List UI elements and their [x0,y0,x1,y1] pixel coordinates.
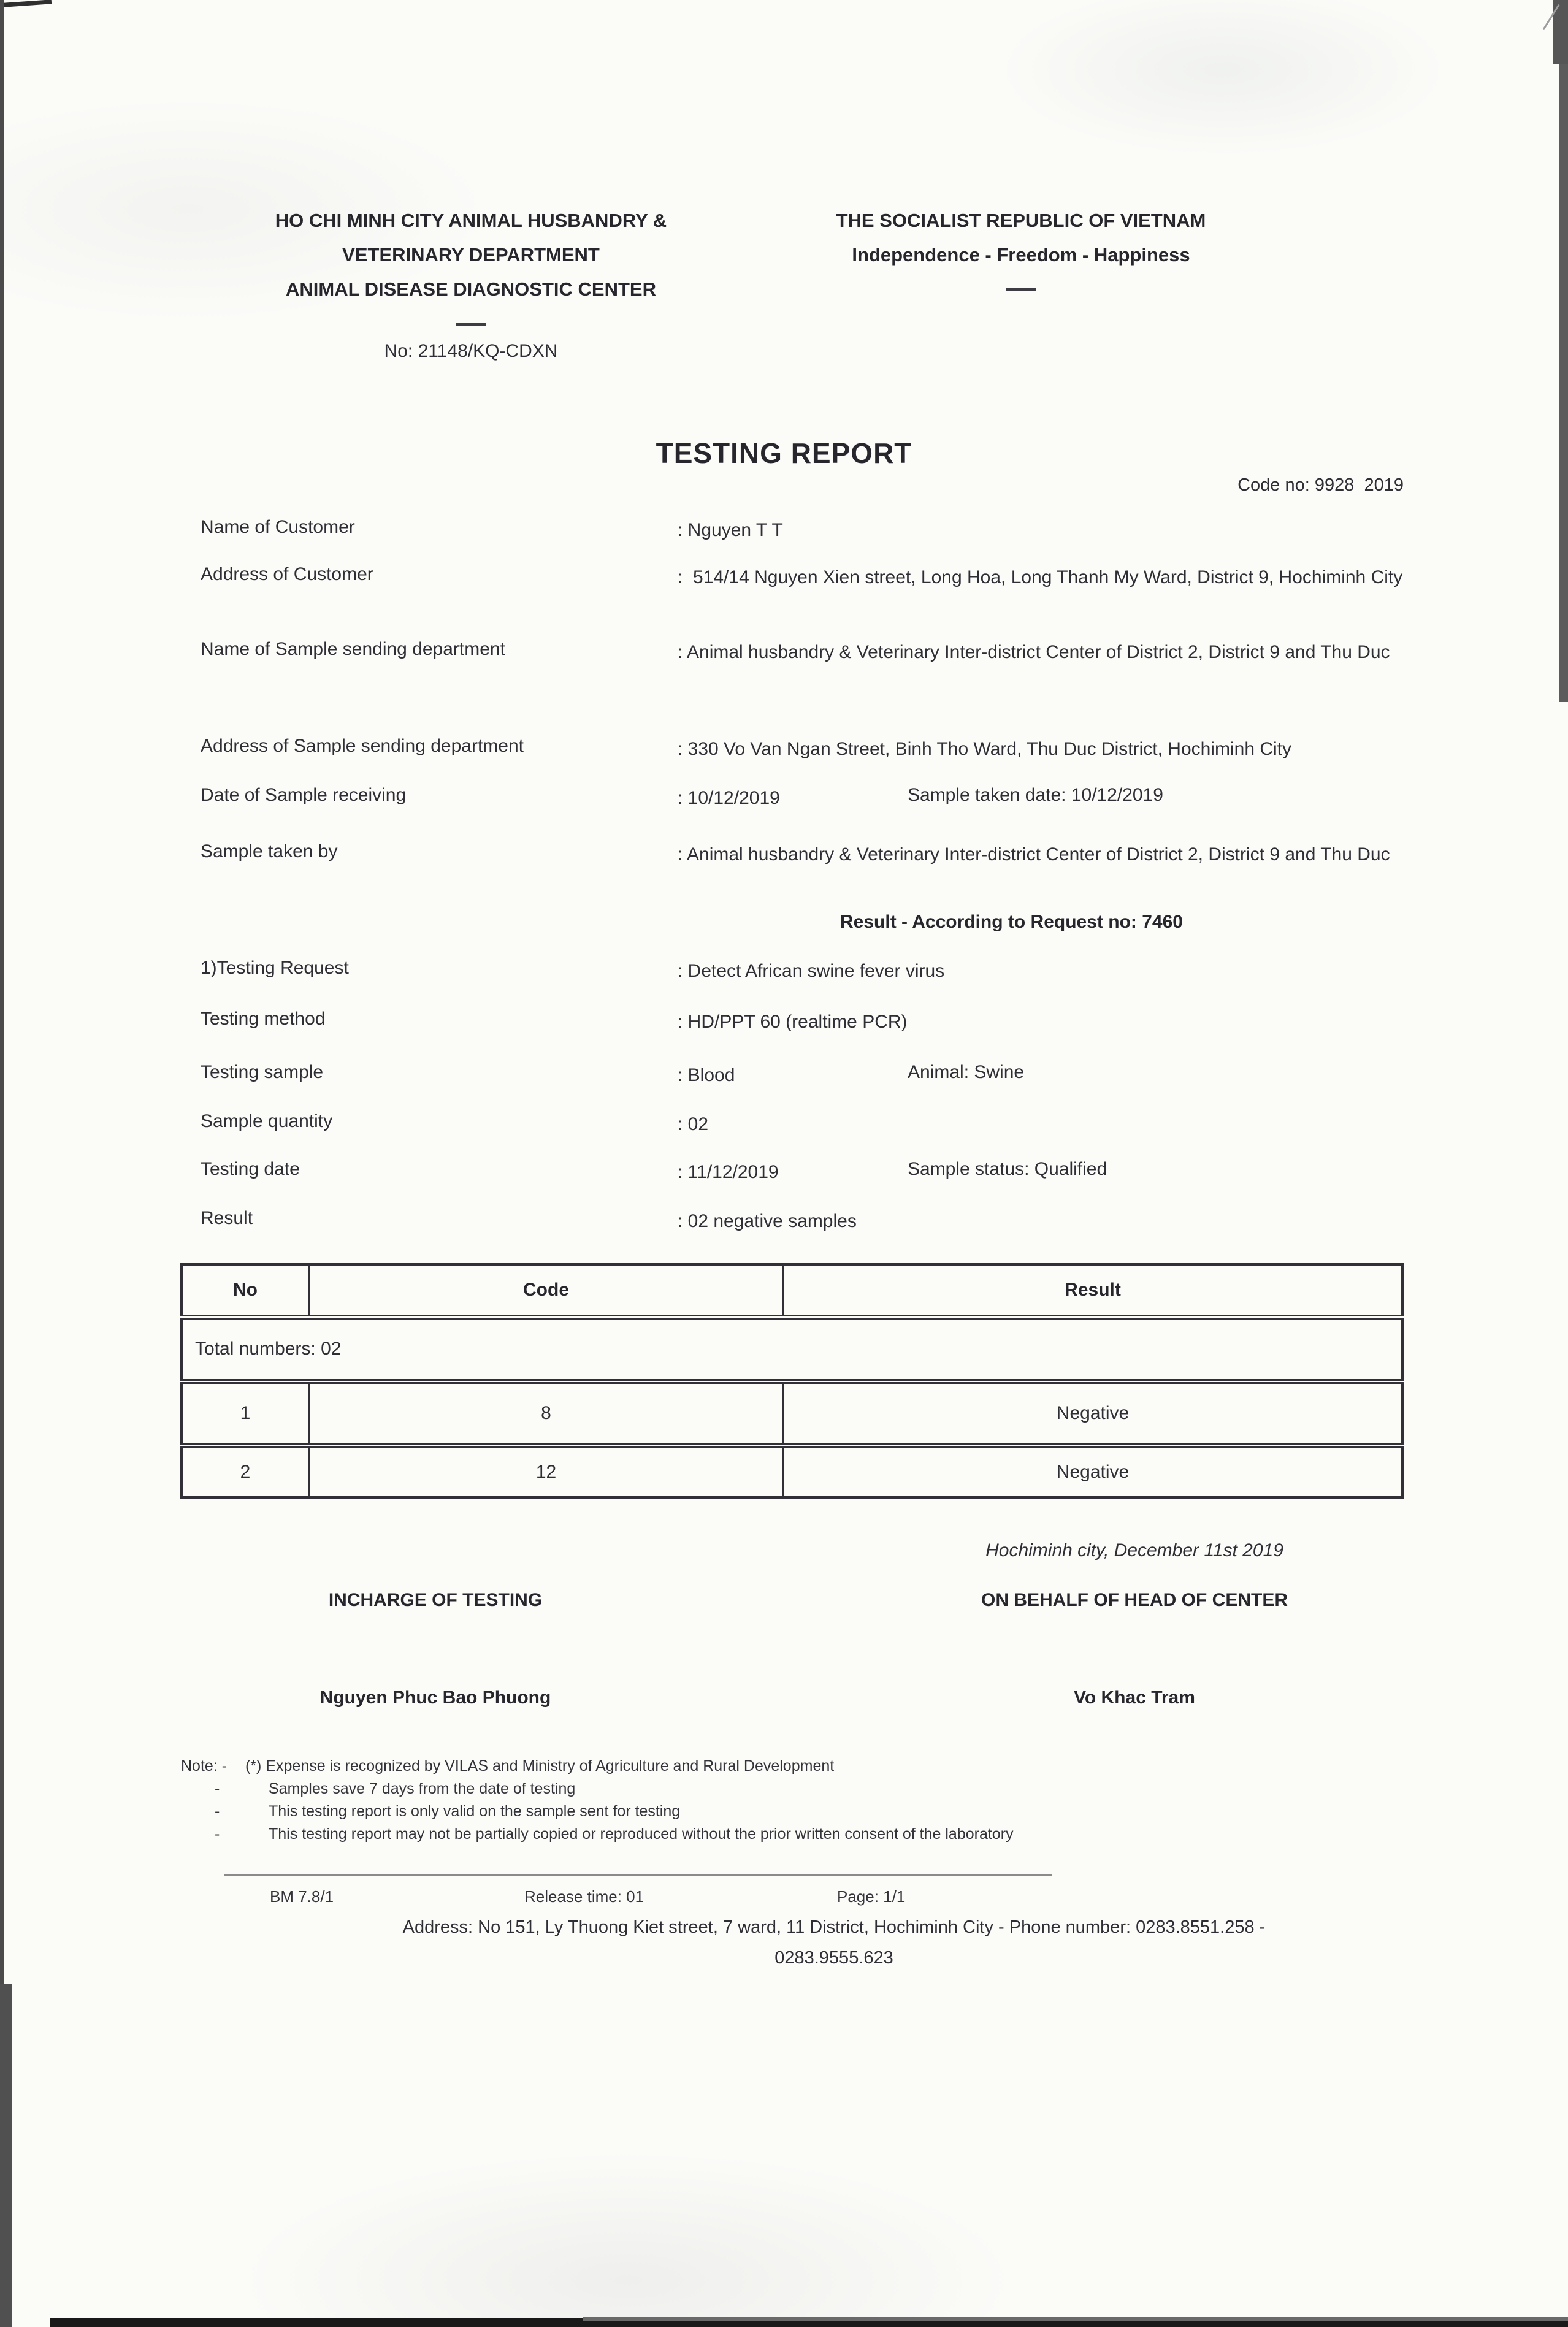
field-label-testing-date: Testing date [201,1159,300,1179]
field-label-sample-taken-by: Sample taken by [201,841,338,862]
field-value-receiving-date: : 10/12/2019 [678,788,780,808]
footer-form-code: BM 7.8/1 [270,1887,334,1906]
org-line-2: VETERINARY DEPARTMENT [342,244,600,266]
footer-address [258,1912,1410,1973]
header-national-motto [779,204,1263,300]
field-value-testing-method: : HD/PPT 60 (realtime PCR) [678,1012,908,1032]
scan-edge-left-bottom [0,1984,12,2327]
field-value-sample-quantity: : 02 [678,1114,709,1134]
header-organization [250,204,692,369]
note-text: This testing report is only valid on the sample sent for testing [269,1803,681,1820]
scan-bottom-bar-gray [583,2317,1568,2321]
field-label-result: Result [201,1208,253,1228]
header-rule-left [456,323,486,326]
table-header-result: Result [784,1265,1403,1317]
field-label-customer-address: Address of Customer [201,564,373,584]
signature-title-head-of-center: ON BEHALF OF HEAD OF CENTER [981,1590,1288,1610]
footer-page-number: Page: 1/1 [837,1887,906,1906]
signature-title-incharge: INCHARGE OF TESTING [328,1590,543,1610]
page-title: TESTING REPORT [656,437,912,469]
field-extra-sample-status: Sample status: Qualified [908,1159,1107,1179]
note-bullet: - [215,1825,220,1843]
signature-name-right: Vo Khac Tram [1074,1687,1195,1708]
nation-line-2: Independence - Freedom - Happiness [852,244,1190,266]
field-value-customer-address: : 514/14 Nguyen Xien street, Long Hoa, Long Thanh My Ward, District 9, Hochiminh City [678,567,1403,587]
code-number: Code no: 9928 2019 [1237,475,1404,495]
scan-corner-mark-top-left [4,0,52,7]
note-line [181,1823,1285,1846]
result-section-heading: Result - According to Request no: 7460 [840,912,1183,932]
field-extra-animal: Animal: Swine [908,1062,1025,1082]
results-table [180,1263,1404,1499]
org-line-3: ANIMAL DISEASE DIAGNOSTIC CENTER [286,278,656,300]
table-total-row [182,1317,1403,1381]
field-label-receiving-date: Date of Sample receiving [201,785,407,805]
signature-date-line: Hochiminh city, December 11st 2019 [985,1540,1283,1561]
note-text: Samples save 7 days from the date of testing [269,1780,576,1797]
field-label-sample-quantity: Sample quantity [201,1111,333,1131]
scan-edge-left [0,0,4,2327]
table-header-row [182,1265,1403,1317]
field-label-sending-dept-address: Address of Sample sending department [201,736,524,756]
note-line [181,1778,1285,1800]
note-prefix: Note: - [181,1757,228,1775]
header-rule-right [1006,288,1036,291]
field-label-testing-method: Testing method [201,1009,326,1029]
cell-code: 8 [309,1381,784,1446]
table-total-label: Total numbers: 02 [182,1317,1403,1381]
document-number: No: 21148/KQ-CDXN [384,341,558,361]
org-line-1: HO CHI MINH CITY ANIMAL HUSBANDRY & [275,210,667,231]
field-value-testing-request: : Detect African swine fever virus [678,961,945,981]
cell-result: Negative [784,1446,1403,1498]
footer-address-line-2: 0283.9555.623 [774,1948,893,1968]
field-value-sending-dept-address: : 330 Vo Van Ngan Street, Binh Tho Ward, Thu Duc District, Hochiminh City [678,739,1292,759]
table-row [182,1446,1403,1498]
table-header-code: Code [309,1265,784,1317]
cell-no: 2 [182,1446,309,1498]
note-bullet: - [215,1803,220,1820]
nation-line-1: THE SOCIALIST REPUBLIC OF VIETNAM [836,210,1206,231]
scan-edge-right [1559,0,1568,702]
field-value-testing-date: : 11/12/2019 [678,1162,779,1182]
table-row [182,1381,1403,1446]
footer-release-time: Release time: 01 [524,1887,644,1906]
field-value-result: : 02 negative samples [678,1211,857,1231]
field-value-sending-dept-name: : Animal husbandry & Veterinary Inter-district Center of District 2, District 9 and Thu Duc [678,642,1390,662]
field-value-testing-sample: : Blood [678,1065,735,1085]
field-label-testing-request: 1)Testing Request [201,958,349,978]
note-line [181,1755,1285,1778]
field-extra-sample-taken-date: Sample taken date: 10/12/2019 [908,785,1163,805]
cell-code: 12 [309,1446,784,1498]
field-label-testing-sample: Testing sample [201,1062,324,1082]
table-header-no: No [182,1265,309,1317]
note-bullet: - [215,1780,220,1797]
footer-divider [224,1874,1052,1876]
signature-name-left: Nguyen Phuc Bao Phuong [319,1687,551,1708]
cell-result: Negative [784,1381,1403,1446]
field-value-sample-taken-by: : Animal husbandry & Veterinary Inter-district Center of District 2, District 9 and Thu Duc [678,844,1390,865]
cell-no: 1 [182,1381,309,1446]
field-value-customer-name: : Nguyen T T [678,520,783,540]
notes-block [181,1755,1285,1846]
note-text: (*) Expense is recognized by VILAS and Ministry of Agriculture and Rural Development [245,1757,835,1775]
footer-address-line-1: Address: No 151, Ly Thuong Kiet street, 7 ward, 11 District, Hochiminh City - Phone number: 0283.8551.258 - [402,1917,1266,1937]
field-label-customer-name: Name of Customer [201,517,355,537]
note-line [181,1800,1285,1823]
field-label-sending-dept-name: Name of Sample sending department [201,639,505,659]
note-text: This testing report may not be partially copied or reproduced without the prior written consent of the laboratory [269,1825,1014,1843]
